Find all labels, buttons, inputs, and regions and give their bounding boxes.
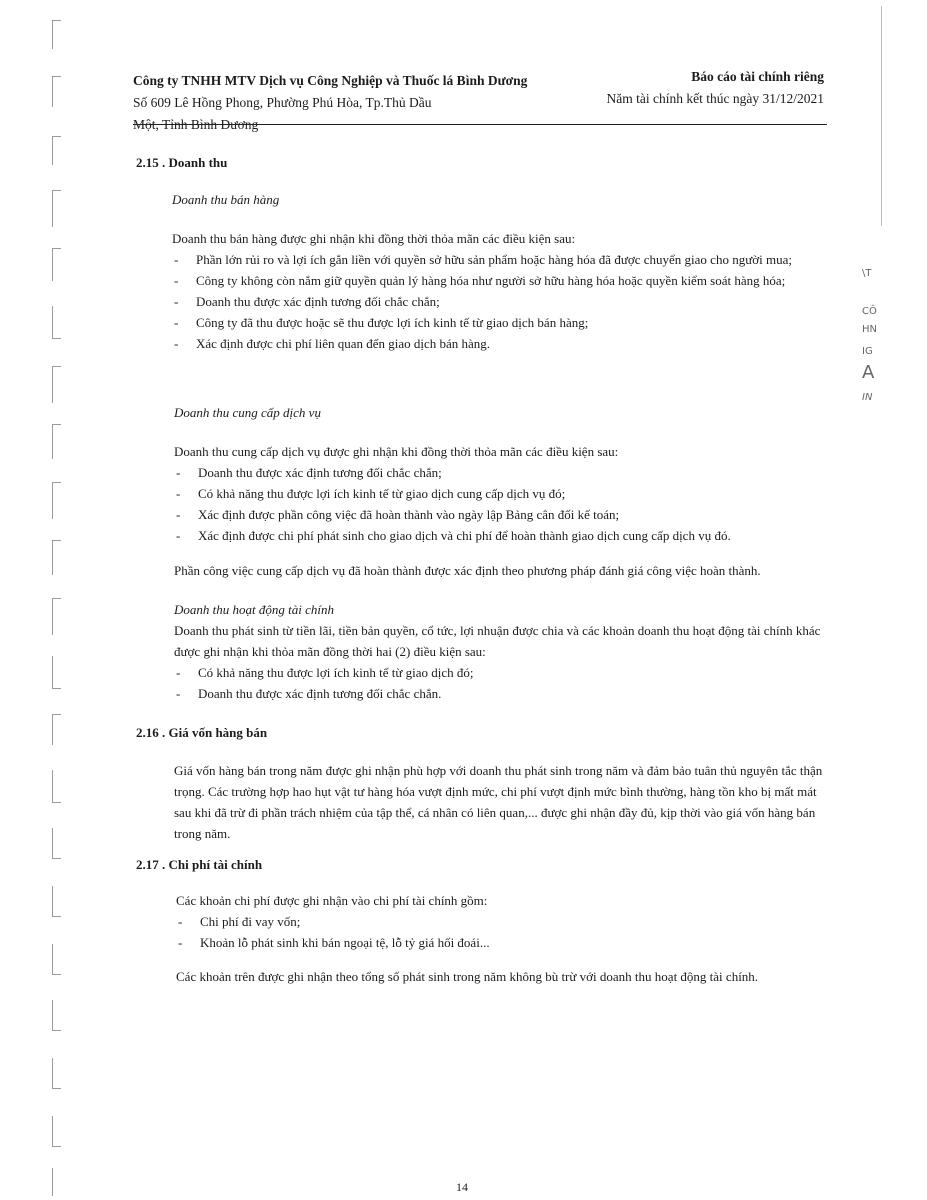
stamp-text: HN	[862, 324, 877, 335]
list-item-text: Doanh thu được xác định tương đối chắc chắn;	[198, 465, 442, 480]
list-item-text: Có khả năng thu được lợi ích kinh tế từ giao dịch đó;	[198, 665, 474, 680]
binding-mark	[52, 656, 61, 689]
cogs-paragraph: Giá vốn hàng bán trong năm được ghi nhận phù hợp với doanh thu phát sinh trong năm và đảm bảo tuân thủ nguyên tắc thận trọng. Các trường hợp hao hụt vật tư hàng hóa vượt định mức, chi phí vượt định mức bình thường, hàng tồn kho bị mất mát sau khi đã trừ đi phần trách nhiệm của tập thể, cá nhân có liên quan,... được ghi nhận đầy đủ, kịp thời vào giá vốn hàng bán trong năm.	[174, 763, 823, 841]
list-item-text: Công ty không còn nắm giữ quyền quản lý hàng hóa như người sở hữu hàng hóa hoặc quyền kiểm soát hàng hóa;	[196, 273, 786, 288]
list-item-text: Xác định được chi phí phát sinh cho giao dịch và chi phí để hoàn thành giao dịch cung cấp dịch vụ đó.	[198, 528, 731, 543]
list-item	[172, 291, 832, 312]
list-item-text: Có khả năng thu được lợi ích kinh tế từ giao dịch cung cấp dịch vụ đó;	[198, 486, 566, 501]
financial-intro: Doanh thu phát sinh từ tiền lãi, tiền bản quyền, cổ tức, lợi nhuận được chia và các khoản doanh thu hoạt động tài chính khác được ghi nhận khi thỏa mãn đồng thời hai (2) điều kiện sau:	[174, 623, 821, 659]
binding-mark	[52, 20, 61, 49]
binding-mark	[52, 886, 61, 917]
binding-mark	[52, 424, 61, 459]
list-item-text: Phần lớn rủi ro và lợi ích gắn liền với quyền sở hữu sản phẩm hoặc hàng hóa đã được chuyển giao cho người mua;	[196, 252, 792, 267]
list-item	[174, 683, 834, 704]
list-item	[174, 662, 834, 683]
binding-mark	[52, 136, 61, 165]
header-report-block	[607, 66, 824, 110]
dash-bullet: -	[174, 273, 179, 288]
dash-bullet: -	[176, 507, 181, 522]
binding-mark	[52, 1000, 61, 1031]
financial-conditions-list	[174, 662, 834, 704]
company-address: Số 609 Lê Hồng Phong, Phường Phú Hòa, Tp.Thủ Dầu	[133, 95, 432, 110]
binding-mark	[52, 1116, 61, 1147]
stamp-text: \T	[862, 268, 872, 279]
dash-bullet: -	[176, 665, 181, 680]
binding-mark	[52, 190, 61, 227]
list-item-text: Xác định được chi phí liên quan đến giao dịch bán hàng.	[196, 336, 491, 351]
stamp-text: IG	[862, 346, 873, 357]
subheading-service-revenue: Doanh thu cung cấp dịch vụ	[174, 405, 321, 420]
dash-bullet: -	[174, 252, 179, 267]
section-heading-2-17: 2.17 . Chi phí tài chính	[136, 857, 263, 872]
binding-mark	[52, 598, 61, 635]
list-item	[172, 270, 832, 291]
list-item-text: Công ty đã thu được hoặc sẽ thu được lợi ích kinh tế từ giao dịch bán hàng;	[196, 315, 589, 330]
sales-conditions-list	[172, 249, 832, 354]
fiscal-year: Năm tài chính kết thúc ngày 31/12/2021	[606, 91, 824, 106]
binding-mark	[52, 248, 61, 281]
binding-mark	[52, 76, 61, 107]
section-heading-2-16: 2.16 . Giá vốn hàng bán	[136, 725, 268, 740]
finance-cost-list	[176, 911, 831, 953]
binding-mark	[52, 1058, 61, 1089]
stamp-text: A	[862, 362, 875, 383]
list-item	[172, 312, 832, 333]
dash-bullet: -	[174, 336, 179, 351]
stamp-fragment	[862, 268, 902, 418]
finance-cost-intro: Các khoản chi phí được ghi nhận vào chi phí tài chính gồm:	[176, 893, 488, 908]
binding-mark	[52, 482, 61, 519]
list-item	[174, 504, 834, 525]
binding-mark	[52, 366, 61, 403]
binding-mark	[52, 770, 61, 803]
services-conditions-list	[174, 462, 834, 546]
binding-mark	[52, 828, 61, 859]
list-item-text: Khoản lỗ phát sinh khi bán ngoại tệ, lỗ tỷ giá hối đoái...	[200, 935, 490, 950]
list-item	[172, 249, 832, 270]
finance-cost-closing: Các khoản trên được ghi nhận theo tổng số phát sinh trong năm không bù trừ với doanh thu hoạt động tài chính.	[176, 969, 759, 984]
subheading-financial-revenue: Doanh thu hoạt động tài chính	[174, 602, 334, 617]
section-heading-2-15: 2.15 . Doanh thu	[136, 155, 228, 170]
stamp-text: IN	[862, 392, 873, 403]
dash-bullet: -	[176, 686, 181, 701]
sales-intro: Doanh thu bán hàng được ghi nhận khi đồng thời thỏa mãn các điều kiện sau:	[172, 231, 576, 246]
dash-bullet: -	[176, 465, 181, 480]
services-note: Phần công việc cung cấp dịch vụ đã hoàn thành được xác định theo phương pháp đánh giá công việc hoàn thành.	[174, 563, 761, 578]
binding-mark	[52, 714, 61, 745]
list-item-text: Doanh thu được xác định tương đối chắc chắn.	[198, 686, 442, 701]
list-item	[172, 333, 832, 354]
header-company-block	[133, 70, 573, 136]
services-intro: Doanh thu cung cấp dịch vụ được ghi nhận khi đồng thời thỏa mãn các điều kiện sau:	[174, 444, 619, 459]
list-item	[176, 932, 831, 953]
right-edge-line	[881, 6, 882, 226]
company-name: Công ty TNHH MTV Dịch vụ Công Nghiệp và Thuốc lá Bình Dương	[133, 73, 528, 88]
list-item	[174, 462, 834, 483]
header-divider	[133, 124, 827, 125]
list-item-text: Chi phí đi vay vốn;	[200, 914, 301, 929]
binding-mark	[52, 540, 61, 575]
dash-bullet: -	[178, 935, 183, 950]
dash-bullet: -	[176, 486, 181, 501]
list-item-text: Xác định được phần công việc đã hoàn thành vào ngày lập Bảng cân đối kế toán;	[198, 507, 620, 522]
binding-mark	[52, 944, 61, 975]
binding-mark	[52, 306, 61, 339]
list-item	[176, 911, 831, 932]
dash-bullet: -	[176, 528, 181, 543]
list-item	[174, 483, 834, 504]
list-item-text: Doanh thu được xác định tương đối chắc chắn;	[196, 294, 440, 309]
binding-mark	[52, 1168, 61, 1196]
dash-bullet: -	[174, 315, 179, 330]
list-item	[174, 525, 834, 546]
subheading-sales-revenue: Doanh thu bán hàng	[172, 192, 280, 207]
page-number: 14	[456, 1180, 468, 1194]
report-title: Báo cáo tài chính riêng	[691, 69, 824, 84]
stamp-text: CÔ	[862, 306, 877, 317]
dash-bullet: -	[174, 294, 179, 309]
company-address-cont: Một, Tỉnh Bình Dương	[133, 117, 259, 132]
dash-bullet: -	[178, 914, 183, 929]
